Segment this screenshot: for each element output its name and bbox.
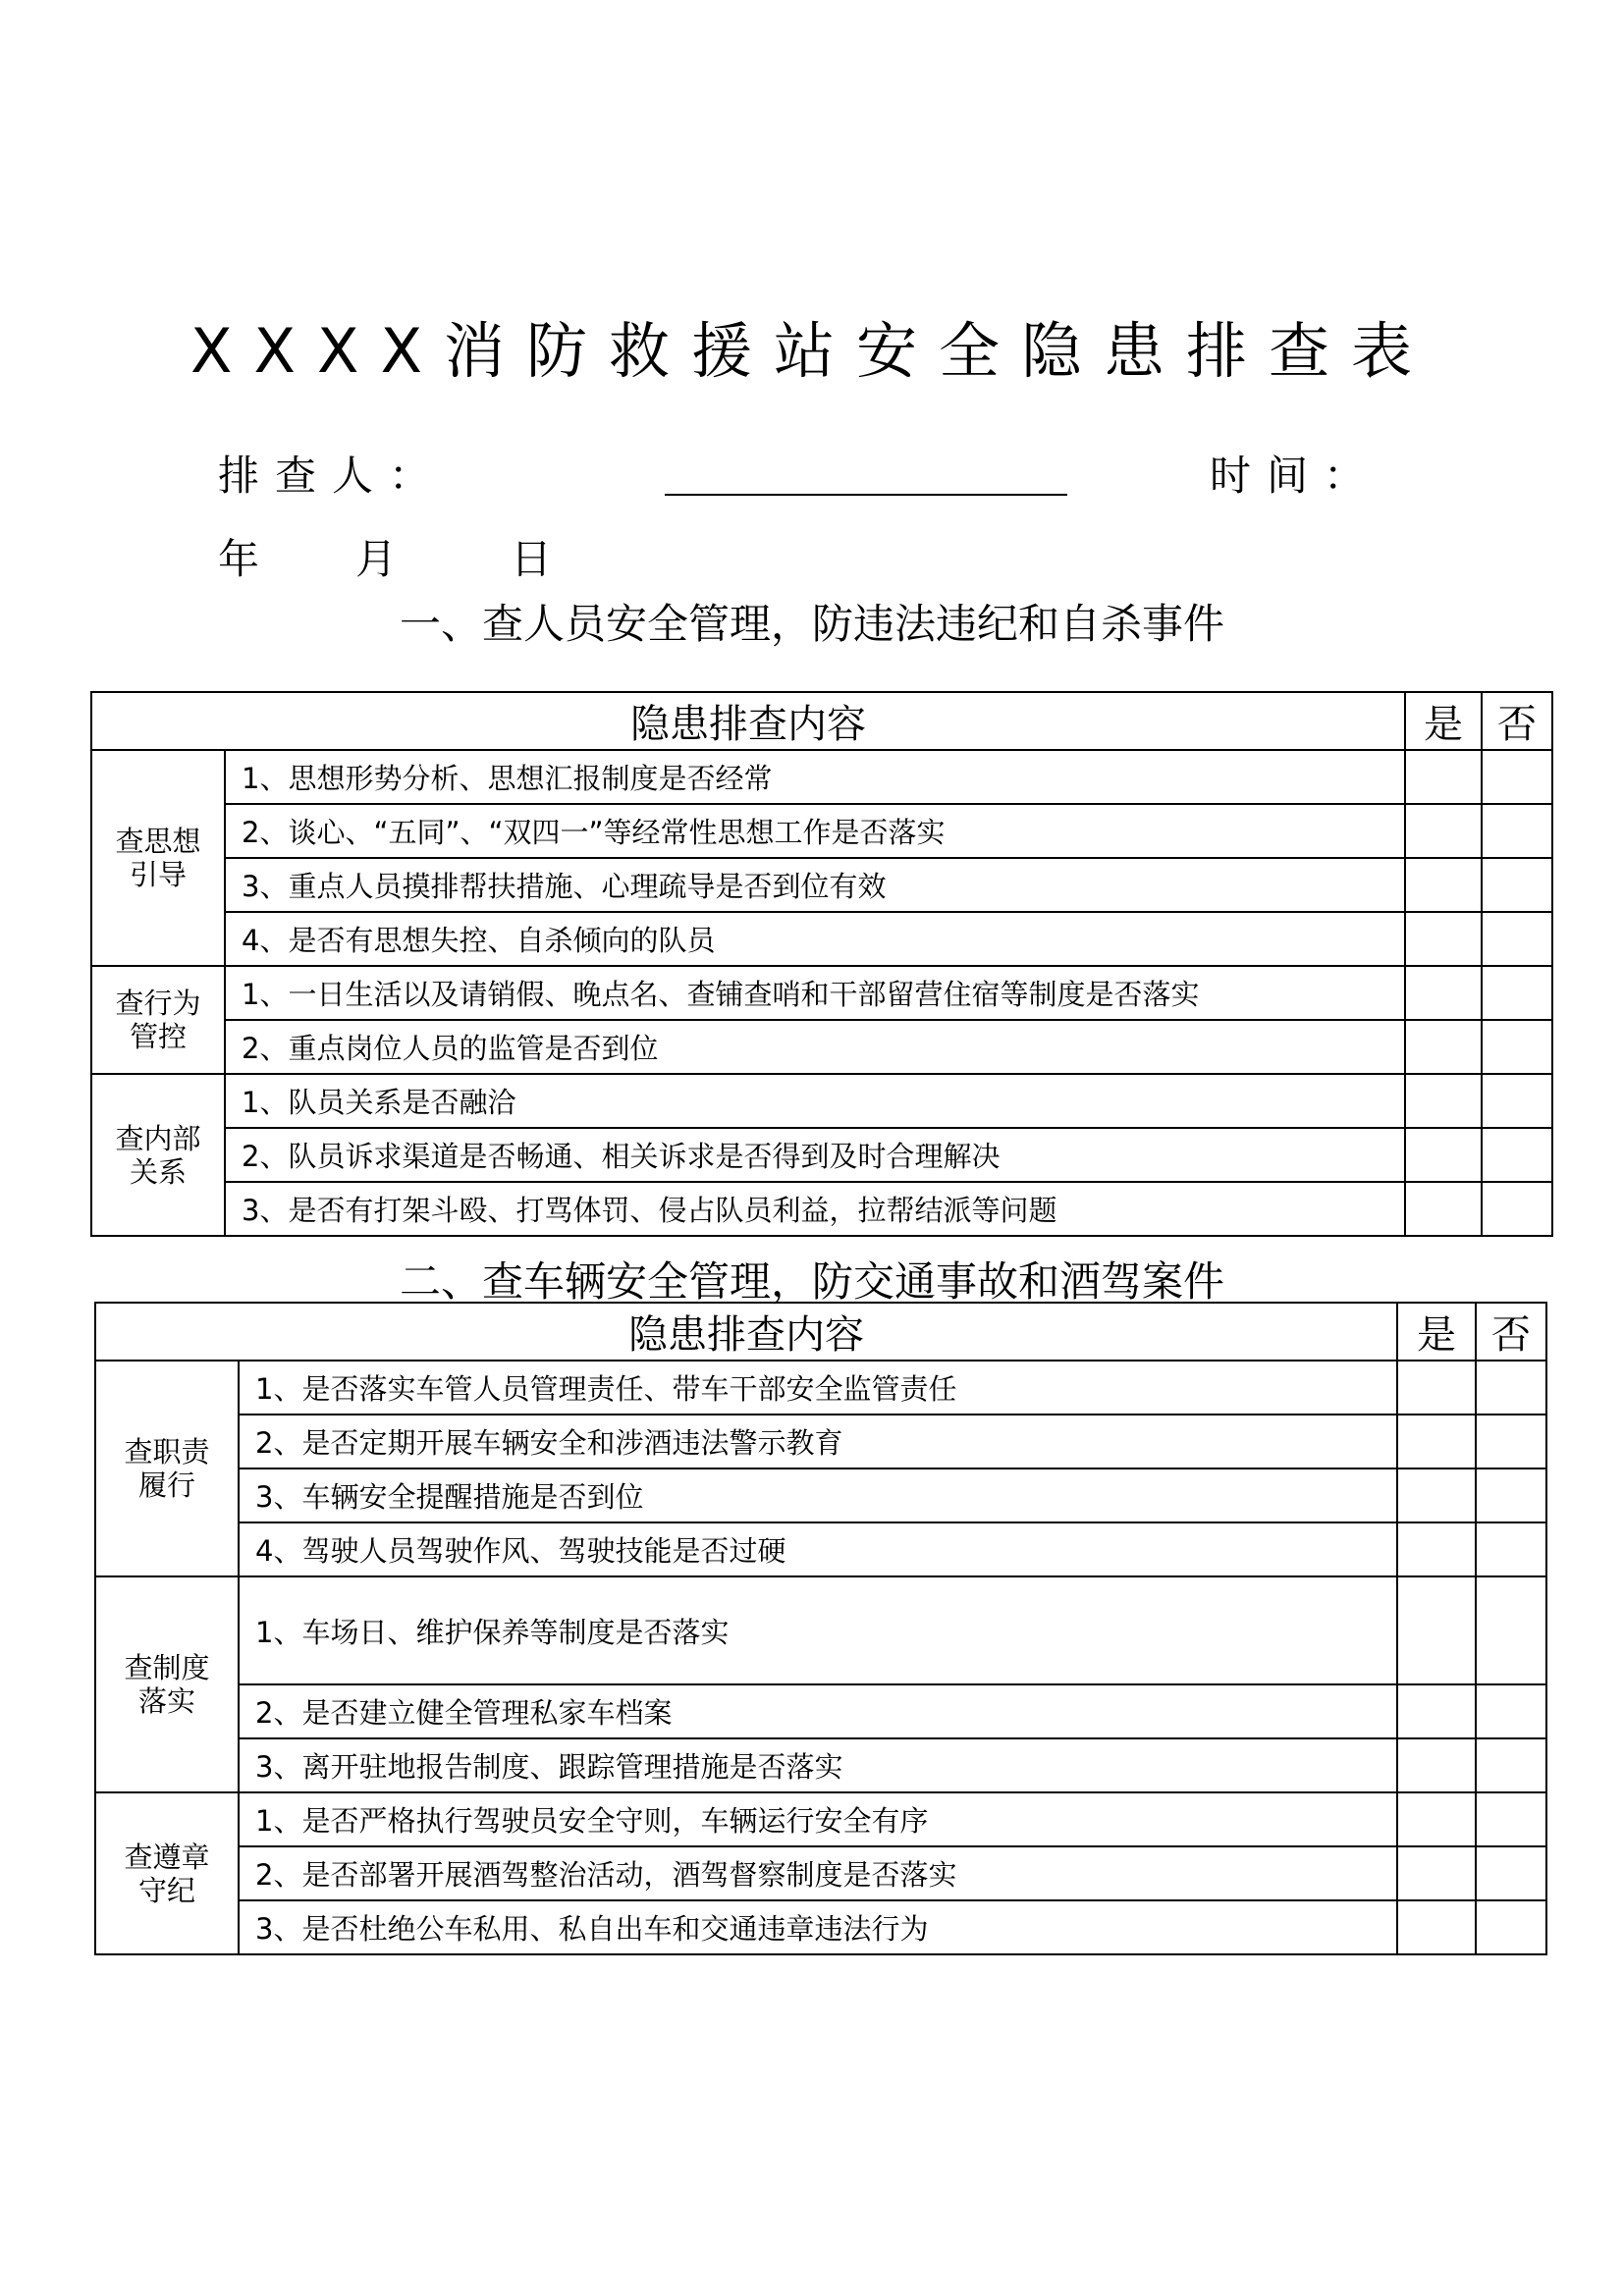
- category-label: 查制度落实: [124, 1651, 210, 1718]
- section-1-heading: 一、查人员安全管理，防违法违纪和自杀事件: [399, 600, 1224, 648]
- no-checkbox[interactable]: [1476, 1900, 1546, 1954]
- table-row: [95, 1361, 1546, 1415]
- inspector-row: [218, 447, 1445, 506]
- yes-checkbox[interactable]: [1405, 1128, 1482, 1182]
- yes-checkbox[interactable]: [1397, 1576, 1476, 1684]
- category-label: 查职责履行: [124, 1435, 210, 1502]
- table-row: [91, 804, 1552, 858]
- yes-checkbox[interactable]: [1397, 1361, 1476, 1415]
- table-row: [95, 1792, 1546, 1846]
- table-row: [91, 750, 1552, 804]
- category-cell: [95, 1361, 239, 1576]
- no-checkbox[interactable]: [1482, 1020, 1552, 1074]
- yes-checkbox[interactable]: [1405, 1020, 1482, 1074]
- yes-checkbox[interactable]: [1397, 1468, 1476, 1522]
- item-text: 3、重点人员摸排帮扶措施、心理疏导是否到位有效: [225, 858, 1405, 912]
- item-text: 1、是否严格执行驾驶员安全守则，车辆运行安全有序: [239, 1792, 1397, 1846]
- header-content: 隐患排查内容: [95, 1303, 1397, 1361]
- no-checkbox[interactable]: [1482, 1182, 1552, 1236]
- item-text: 2、是否定期开展车辆安全和涉酒违法警示教育: [239, 1415, 1397, 1468]
- time-label: 时间：: [1210, 452, 1381, 500]
- no-checkbox[interactable]: [1476, 1684, 1546, 1738]
- date-month-label: 月: [355, 535, 398, 583]
- table-row: [95, 1684, 1546, 1738]
- table-row: [95, 1468, 1546, 1522]
- table-row: [95, 1415, 1546, 1468]
- no-checkbox[interactable]: [1476, 1415, 1546, 1468]
- yes-checkbox[interactable]: [1397, 1900, 1476, 1954]
- yes-checkbox[interactable]: [1397, 1415, 1476, 1468]
- no-checkbox[interactable]: [1476, 1468, 1546, 1522]
- item-text: 4、是否有思想失控、自杀倾向的队员: [225, 912, 1405, 966]
- item-text: 4、驾驶人员驾驶作风、驾驶技能是否过硬: [239, 1522, 1397, 1576]
- item-text: 3、是否杜绝公车私用、私自出车和交通违章违法行为: [239, 1900, 1397, 1954]
- no-checkbox[interactable]: [1482, 966, 1552, 1020]
- document-title: XXXX消防救援站安全隐患排查表: [190, 315, 1434, 387]
- item-text: 1、是否落实车管人员管理责任、带车干部安全监管责任: [239, 1361, 1397, 1415]
- header-no: 否: [1482, 692, 1552, 750]
- table-row: [95, 1900, 1546, 1954]
- no-checkbox[interactable]: [1482, 912, 1552, 966]
- no-checkbox[interactable]: [1476, 1361, 1546, 1415]
- item-text: 1、思想形势分析、思想汇报制度是否经常: [225, 750, 1405, 804]
- header-yes: 是: [1405, 692, 1482, 750]
- category-label: 查遵章守纪: [124, 1840, 210, 1907]
- inspector-name-blank[interactable]: [665, 494, 1067, 496]
- table-row: [95, 1576, 1546, 1684]
- header-no: 否: [1476, 1303, 1546, 1361]
- section-2-heading: 二、查车辆安全管理，防交通事故和酒驾案件: [399, 1257, 1224, 1306]
- item-text: 2、是否部署开展酒驾整治活动，酒驾督察制度是否落实: [239, 1846, 1397, 1900]
- yes-checkbox[interactable]: [1397, 1846, 1476, 1900]
- table-row: [91, 1182, 1552, 1236]
- no-checkbox[interactable]: [1476, 1738, 1546, 1792]
- no-checkbox[interactable]: [1482, 1074, 1552, 1128]
- table-row: [91, 1020, 1552, 1074]
- table-header-row: [91, 692, 1552, 750]
- item-text: 3、离开驻地报告制度、跟踪管理措施是否落实: [239, 1738, 1397, 1792]
- table-row: [91, 1128, 1552, 1182]
- no-checkbox[interactable]: [1476, 1576, 1546, 1684]
- table-row: [95, 1846, 1546, 1900]
- category-label: 查行为管控: [115, 987, 201, 1053]
- item-text: 2、队员诉求渠道是否畅通、相关诉求是否得到及时合理解决: [225, 1128, 1405, 1182]
- item-text: 3、车辆安全提醒措施是否到位: [239, 1468, 1397, 1522]
- no-checkbox[interactable]: [1482, 804, 1552, 858]
- inspector-label: 排查人：: [218, 452, 447, 500]
- category-cell: [95, 1792, 239, 1954]
- table-row: [91, 858, 1552, 912]
- category-cell: [91, 966, 225, 1074]
- yes-checkbox[interactable]: [1405, 1182, 1482, 1236]
- table-row: [91, 966, 1552, 1020]
- yes-checkbox[interactable]: [1397, 1684, 1476, 1738]
- date-day-label: 日: [511, 535, 553, 583]
- item-text: 1、队员关系是否融洽: [225, 1074, 1405, 1128]
- header-yes: 是: [1397, 1303, 1476, 1361]
- category-cell: [95, 1576, 239, 1792]
- item-text: 2、重点岗位人员的监管是否到位: [225, 1020, 1405, 1074]
- table-header-row: [95, 1303, 1546, 1361]
- table-row: [95, 1738, 1546, 1792]
- yes-checkbox[interactable]: [1405, 804, 1482, 858]
- table-row: [91, 912, 1552, 966]
- section-1-table: [90, 691, 1553, 1237]
- date-year-label: 年: [218, 535, 260, 583]
- no-checkbox[interactable]: [1476, 1846, 1546, 1900]
- item-text: 1、一日生活以及请销假、晚点名、查铺查哨和干部留营住宿等制度是否落实: [225, 966, 1405, 1020]
- no-checkbox[interactable]: [1476, 1522, 1546, 1576]
- no-checkbox[interactable]: [1482, 858, 1552, 912]
- item-text: 2、是否建立健全管理私家车档案: [239, 1684, 1397, 1738]
- no-checkbox[interactable]: [1482, 750, 1552, 804]
- table-row: [91, 1074, 1552, 1128]
- no-checkbox[interactable]: [1476, 1792, 1546, 1846]
- no-checkbox[interactable]: [1482, 1128, 1552, 1182]
- yes-checkbox[interactable]: [1397, 1522, 1476, 1576]
- table-row: [95, 1522, 1546, 1576]
- section-2-table: [94, 1302, 1547, 1955]
- category-label: 查内部关系: [115, 1121, 201, 1189]
- item-text: 2、谈心、“五同”、“双四一”等经常性思想工作是否落实: [225, 804, 1405, 858]
- yes-checkbox[interactable]: [1397, 1792, 1476, 1846]
- item-text: 1、车场日、维护保养等制度是否落实: [239, 1576, 1397, 1684]
- yes-checkbox[interactable]: [1405, 1074, 1482, 1128]
- yes-checkbox[interactable]: [1405, 966, 1482, 1020]
- yes-checkbox[interactable]: [1405, 858, 1482, 912]
- category-cell: [91, 1074, 225, 1236]
- yes-checkbox[interactable]: [1405, 750, 1482, 804]
- yes-checkbox[interactable]: [1405, 912, 1482, 966]
- category-cell: [91, 750, 225, 966]
- category-label: 查思想引导: [115, 825, 201, 891]
- item-text: 3、是否有打架斗殴、打骂体罚、侵占队员利益，拉帮结派等问题: [225, 1182, 1405, 1236]
- header-content: 隐患排查内容: [91, 692, 1405, 750]
- yes-checkbox[interactable]: [1397, 1738, 1476, 1792]
